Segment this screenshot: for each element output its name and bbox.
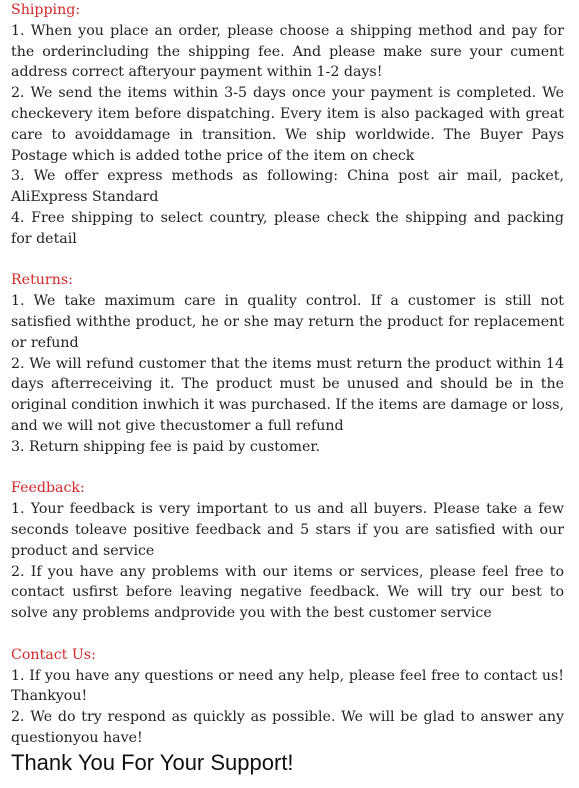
feedback-item-1: 1. Your feedback is very important to us and all buyers. Please take a few seconds toleave positive feedback and 5 stars if you are satisfied with our product and service [11,501,564,559]
feedback-section [11,478,564,624]
returns-heading: Returns: [11,272,73,289]
contact-section [11,645,564,749]
shipping-item-4: 4. Free shipping to select country, please check the shipping and packing for detail [11,209,564,247]
contact-heading: Contact Us: [11,646,96,663]
policy-document [11,0,564,749]
returns-item-1: 1. We take maximum care in quality control. If a customer is still not satisfied withthe product, he or she may return the product for replacement or refund [11,293,564,351]
closing-message: Thank You For Your Support! [11,750,294,775]
section-spacer [11,624,564,645]
shipping-item-2: 2. We send the items within 3-5 days once your payment is completed. We checkevery item before dispatching. Every item is also packaged with great care to avoiddamage in transition. We ship worldwide. The Buyer Pays Postage which is added tothe price of the item on check [11,85,564,164]
returns-section [11,270,564,457]
feedback-heading: Feedback: [11,480,85,497]
feedback-item-2: 2. If you have any problems with our items or services, please feel free to contact usfirst before leaving negative feedback. We will try our best to solve any problems andprovide you with the best customer service [11,563,564,622]
contact-item-1: 1. If you have any questions or need any help, please feel free to contact us! Thankyou! [11,667,564,705]
contact-item-2: 2. We do try respond as quickly as possible. We will be glad to answer any questionyou have! [11,709,564,746]
returns-item-2: 2. We will refund customer that the items must return the product within 14 days afterreceiving it. The product must be unused and should be in the original condition inwhich it was purchased. If the items are damage or loss, and we will not give thecustomer a full refund [11,355,564,434]
returns-item-3: 3. Return shipping fee is paid by customer. [11,438,321,455]
section-spacer [11,250,564,271]
section-spacer [11,458,564,479]
shipping-item-1: 1. When you place an order, please choose a shipping method and pay for the orderincluding the shipping fee. And please make sure your cument address correct afteryour payment within 1-2 days! [11,22,564,81]
shipping-heading: Shipping: [11,2,81,18]
shipping-section [11,0,564,250]
shipping-item-3: 3. We offer express methods as following: China post air mail, packet, AliExpress Standard [11,168,564,206]
